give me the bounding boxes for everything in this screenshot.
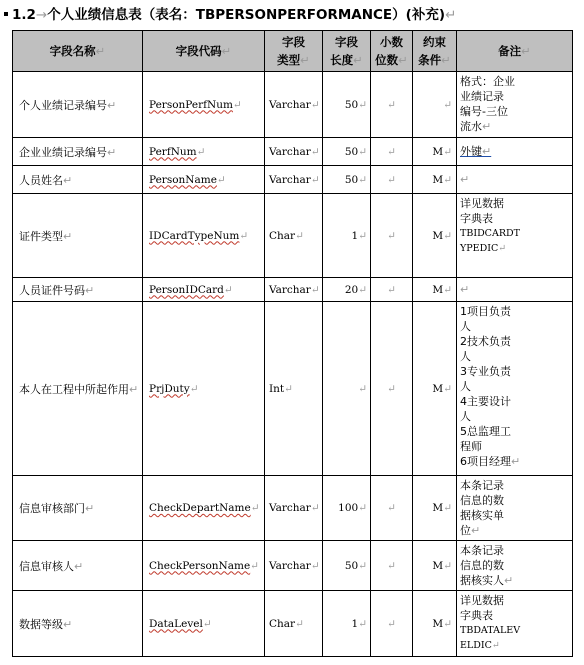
remarks-line: 人	[460, 320, 471, 333]
cell-remarks	[457, 194, 573, 278]
remarks-line: 人	[460, 350, 471, 363]
cell-decimals	[371, 302, 413, 476]
paragraph-mark-icon: ↵	[202, 617, 212, 630]
cell-constraint-text: M	[432, 617, 444, 630]
cell-constraint	[413, 302, 457, 476]
table-header-row	[13, 31, 573, 72]
paragraph-mark-icon: ↵	[358, 229, 367, 242]
cell-constraint	[413, 138, 457, 166]
paragraph-mark-icon: ↵	[387, 382, 396, 395]
cell-constraint	[413, 591, 457, 657]
cell-remarks	[457, 278, 573, 302]
cell-field-type	[265, 278, 323, 302]
cell-field-code	[143, 591, 265, 657]
paragraph-mark-icon: ↵	[387, 145, 396, 158]
remarks-line: 5总监理工	[460, 425, 511, 438]
cell-field-length-text: 50	[344, 98, 359, 111]
cell-field-name	[13, 72, 143, 138]
paragraph-mark-icon: ↵	[511, 455, 521, 468]
cell-constraint-text: M	[432, 229, 444, 242]
paragraph-mark-icon: ↵	[460, 283, 470, 296]
header-constraint: 约束 条件↵	[413, 31, 457, 72]
cell-field-code-text: PersonPerfNum	[149, 98, 233, 111]
remarks-line: 本条记录	[460, 479, 504, 492]
remarks-line: 字典表	[460, 609, 493, 622]
cell-field-name-text: 个人业绩记录编号	[19, 98, 107, 112]
paragraph-mark-icon: ↵	[250, 559, 259, 572]
paragraph-mark-icon: ↵	[482, 145, 492, 158]
remarks-line: TBIDCARDT	[460, 228, 520, 239]
cell-field-code	[143, 302, 265, 476]
paragraph-mark-icon: ↵	[443, 502, 452, 514]
remarks-line: 据核实人↵	[460, 574, 514, 587]
cell-field-length	[323, 541, 371, 591]
cell-field-name-text: 人员姓名	[19, 173, 63, 187]
cell-field-type	[265, 591, 323, 657]
cell-field-type	[265, 194, 323, 278]
cell-field-type	[265, 72, 323, 138]
cell-field-length-text: 50	[344, 173, 359, 186]
paragraph-mark-icon: ↵	[387, 98, 396, 111]
cell-field-length	[323, 476, 371, 541]
cell-field-type-text: Varchar	[269, 173, 311, 186]
cell-field-type	[265, 476, 323, 541]
paragraph-mark-icon: ↵	[358, 382, 367, 395]
remarks-line: 外键↵	[460, 145, 492, 158]
remarks-line: 人	[460, 410, 471, 423]
cell-field-type-text: Varchar	[269, 145, 311, 158]
cell-field-name-text: 数据等级	[19, 617, 63, 631]
paragraph-mark-icon: ↵	[443, 98, 452, 111]
remarks-line: 编号-三位	[460, 105, 508, 118]
header-remarks: 备注↵	[457, 31, 573, 72]
paragraph-mark-icon: ↵	[74, 559, 84, 573]
paragraph-mark-icon: ↵	[310, 502, 320, 514]
cell-constraint	[413, 541, 457, 591]
paragraph-mark-icon: ↵	[239, 229, 249, 242]
cell-field-name	[13, 166, 143, 194]
remarks-line: TBDATALEV	[460, 625, 521, 636]
paragraph-mark-icon: ↵	[443, 382, 452, 395]
remarks-line: 据核实单	[460, 509, 504, 522]
heading-title: 个人业绩信息表（表名：TBPERSONPERFORMANCE）(补充)	[47, 7, 445, 23]
cell-field-name	[13, 194, 143, 278]
cell-field-length-text: 100	[338, 502, 359, 514]
cell-constraint	[413, 166, 457, 194]
cell-remarks	[457, 138, 573, 166]
paragraph-mark-icon: ↵	[63, 617, 73, 631]
remarks-line: 程师	[460, 440, 482, 453]
table-row	[13, 302, 573, 476]
paragraph-mark-icon: ↵	[491, 640, 500, 651]
cell-field-code-text: CheckPersonName	[149, 559, 251, 572]
table-row	[13, 72, 573, 138]
paragraph-mark-icon: ↵	[85, 283, 95, 297]
paragraph-mark-icon: ↵	[460, 173, 470, 186]
cell-decimals	[371, 591, 413, 657]
paragraph-mark-icon: ↵	[504, 574, 514, 587]
paragraph-mark-icon: ↵	[387, 283, 396, 296]
bullet-icon	[4, 12, 8, 16]
cell-field-code-text: PrjDuty	[149, 382, 190, 395]
cell-constraint	[413, 72, 457, 138]
cell-constraint-text: M	[432, 559, 444, 572]
cell-field-length	[323, 138, 371, 166]
cell-decimals	[371, 138, 413, 166]
cell-field-code-text: PerfNum	[149, 145, 197, 158]
cell-field-name-text: 证件类型	[19, 229, 63, 243]
cell-field-code-text: PersonIDCard	[149, 283, 224, 296]
cell-constraint-text: M	[432, 283, 444, 296]
paragraph-mark-icon: ↵	[310, 98, 320, 111]
paragraph-mark-icon: ↵	[216, 173, 226, 186]
remarks-line: 流水↵	[460, 120, 492, 133]
remarks-line: ELDIC↵	[460, 640, 500, 651]
paragraph-mark-icon: ↵	[310, 283, 320, 296]
cell-field-type-text: Char	[269, 229, 296, 242]
table-row	[13, 476, 573, 541]
paragraph-mark-icon: ↵	[387, 173, 396, 186]
cell-field-name	[13, 278, 143, 302]
cell-field-length	[323, 591, 371, 657]
paragraph-mark-icon: ↵	[107, 98, 117, 112]
cell-field-length	[323, 302, 371, 476]
cell-field-code-text: DataLevel	[149, 617, 203, 630]
tab-arrow-icon: →	[35, 7, 48, 23]
cell-field-name	[13, 541, 143, 591]
cell-field-name	[13, 591, 143, 657]
field-definition-table	[12, 30, 573, 657]
cell-constraint-text: M	[432, 382, 444, 395]
cell-field-length	[323, 72, 371, 138]
remarks-line: 字典表	[460, 212, 493, 225]
remarks-line: 本条记录	[460, 544, 504, 557]
cell-field-code-text: PersonName	[149, 173, 217, 186]
cell-field-type	[265, 541, 323, 591]
remarks-line: 信息的数	[460, 559, 504, 572]
cell-field-name-text: 信息审核部门	[19, 502, 85, 515]
cell-field-length-text: 50	[344, 559, 359, 572]
cell-field-name	[13, 138, 143, 166]
cell-decimals	[371, 541, 413, 591]
table-row	[13, 278, 573, 302]
cell-field-code	[143, 194, 265, 278]
cell-field-type	[265, 166, 323, 194]
table-row	[13, 591, 573, 657]
paragraph-mark-icon: ↵	[471, 524, 481, 537]
cell-remarks	[457, 166, 573, 194]
paragraph-mark-icon: ↵	[443, 559, 452, 572]
paragraph-mark-icon: ↵	[63, 173, 73, 187]
cell-remarks	[457, 541, 573, 591]
remarks-line: 2技术负责	[460, 335, 511, 348]
paragraph-mark-icon: ↵	[189, 382, 199, 395]
cell-field-name-text: 信息审核人	[19, 559, 74, 573]
cell-constraint	[413, 476, 457, 541]
cell-constraint-text: M	[432, 145, 444, 158]
cell-field-code	[143, 476, 265, 541]
table-heading	[4, 4, 456, 26]
paragraph-mark-icon: ↵	[358, 502, 367, 514]
remarks-line: 6项目经理↵	[460, 455, 521, 468]
cell-field-name-text: 本人在工程中所起作用	[19, 382, 129, 396]
heading-number: 1.2	[12, 7, 36, 23]
header-field-type: 字段 类型↵	[265, 31, 323, 72]
cell-field-code	[143, 138, 265, 166]
cell-remarks	[457, 72, 573, 138]
paragraph-mark-icon: ↵	[443, 617, 452, 630]
paragraph-mark-icon: ↵	[358, 145, 367, 158]
paragraph-mark-icon: ↵	[445, 7, 457, 23]
cell-constraint-text: M	[432, 502, 444, 514]
cell-remarks	[457, 302, 573, 476]
paragraph-mark-icon: ↵	[498, 243, 507, 254]
cell-field-code	[143, 541, 265, 591]
paragraph-mark-icon: ↵	[85, 502, 95, 515]
paragraph-mark-icon: ↵	[358, 173, 367, 186]
cell-field-code	[143, 166, 265, 194]
cell-field-code-text: CheckDepartName	[149, 502, 251, 514]
cell-field-code	[143, 72, 265, 138]
table-row	[13, 138, 573, 166]
cell-field-type	[265, 302, 323, 476]
cell-decimals	[371, 476, 413, 541]
cell-field-length	[323, 166, 371, 194]
table-row	[13, 166, 573, 194]
paragraph-mark-icon: ↵	[232, 98, 242, 111]
paragraph-mark-icon: ↵	[250, 502, 260, 514]
remarks-line: 位↵	[460, 524, 481, 537]
cell-decimals	[371, 166, 413, 194]
paragraph-mark-icon: ↵	[358, 98, 367, 111]
cell-field-type-text: Int	[269, 382, 285, 395]
paragraph-mark-icon: ↵	[310, 559, 320, 572]
remarks-line: 人	[460, 380, 471, 393]
cell-constraint-text: M	[432, 173, 444, 186]
paragraph-mark-icon: ↵	[295, 229, 304, 242]
paragraph-mark-icon: ↵	[443, 173, 452, 186]
paragraph-mark-icon: ↵	[387, 559, 396, 572]
paragraph-mark-icon: ↵	[107, 145, 117, 159]
cell-field-length	[323, 194, 371, 278]
header-field-name: 字段名称↵	[13, 31, 143, 72]
paragraph-mark-icon: ↵	[443, 283, 452, 296]
paragraph-mark-icon: ↵	[358, 283, 367, 296]
cell-field-name-text: 企业业绩记录编号	[19, 145, 107, 159]
cell-field-length-text: 1	[351, 229, 359, 242]
paragraph-mark-icon: ↵	[358, 559, 367, 572]
cell-field-type	[265, 138, 323, 166]
remarks-line: 1项目负责	[460, 305, 511, 318]
paragraph-mark-icon: ↵	[387, 502, 396, 514]
paragraph-mark-icon: ↵	[129, 382, 139, 396]
header-field-length: 字段 长度↵	[323, 31, 371, 72]
paragraph-mark-icon: ↵	[443, 229, 452, 242]
remarks-line: 业绩记录	[460, 90, 504, 103]
paragraph-mark-icon: ↵	[223, 283, 233, 296]
paragraph-mark-icon: ↵	[310, 145, 320, 158]
remarks-line: 信息的数	[460, 494, 504, 507]
paragraph-mark-icon: ↵	[310, 173, 320, 186]
table-row	[13, 194, 573, 278]
cell-field-type-text: Char	[269, 617, 296, 630]
cell-remarks	[457, 591, 573, 657]
cell-field-code-text: IDCardTypeNum	[149, 229, 240, 242]
paragraph-mark-icon: ↵	[387, 229, 396, 242]
cell-decimals	[371, 72, 413, 138]
cell-field-type-text: Varchar	[269, 283, 311, 296]
cell-field-code	[143, 278, 265, 302]
paragraph-mark-icon: ↵	[482, 120, 492, 133]
paragraph-mark-icon: ↵	[196, 145, 206, 158]
cell-field-name-text: 人员证件号码	[19, 283, 85, 297]
cell-field-name	[13, 302, 143, 476]
paragraph-mark-icon: ↵	[443, 145, 452, 158]
cell-field-type-text: Varchar	[269, 98, 311, 111]
remarks-line: 格式：企业	[460, 75, 515, 88]
header-decimals: 小数 位数↵	[371, 31, 413, 72]
cell-field-name	[13, 476, 143, 541]
remarks-line: YPEDIC↵	[460, 243, 507, 254]
remarks-line: 4主要设计	[460, 395, 511, 408]
cell-field-type-text: Varchar	[269, 502, 311, 514]
cell-field-length-text: 20	[344, 283, 359, 296]
remarks-line: 详见数据	[460, 197, 504, 210]
paragraph-mark-icon: ↵	[284, 382, 293, 395]
cell-constraint	[413, 194, 457, 278]
cell-decimals	[371, 278, 413, 302]
remarks-line: 详见数据	[460, 594, 504, 607]
cell-decimals	[371, 194, 413, 278]
paragraph-mark-icon: ↵	[358, 617, 367, 630]
header-field-code: 字段代码↵	[143, 31, 265, 72]
cell-constraint	[413, 278, 457, 302]
table-row	[13, 541, 573, 591]
remarks-line: 3专业负责	[460, 365, 511, 378]
paragraph-mark-icon: ↵	[295, 617, 304, 630]
paragraph-mark-icon: ↵	[387, 617, 396, 630]
cell-field-length	[323, 278, 371, 302]
cell-field-type-text: Varchar	[269, 559, 311, 572]
cell-field-length-text: 1	[351, 617, 359, 630]
paragraph-mark-icon: ↵	[63, 229, 73, 243]
cell-remarks	[457, 476, 573, 541]
cell-field-length-text: 50	[344, 145, 359, 158]
